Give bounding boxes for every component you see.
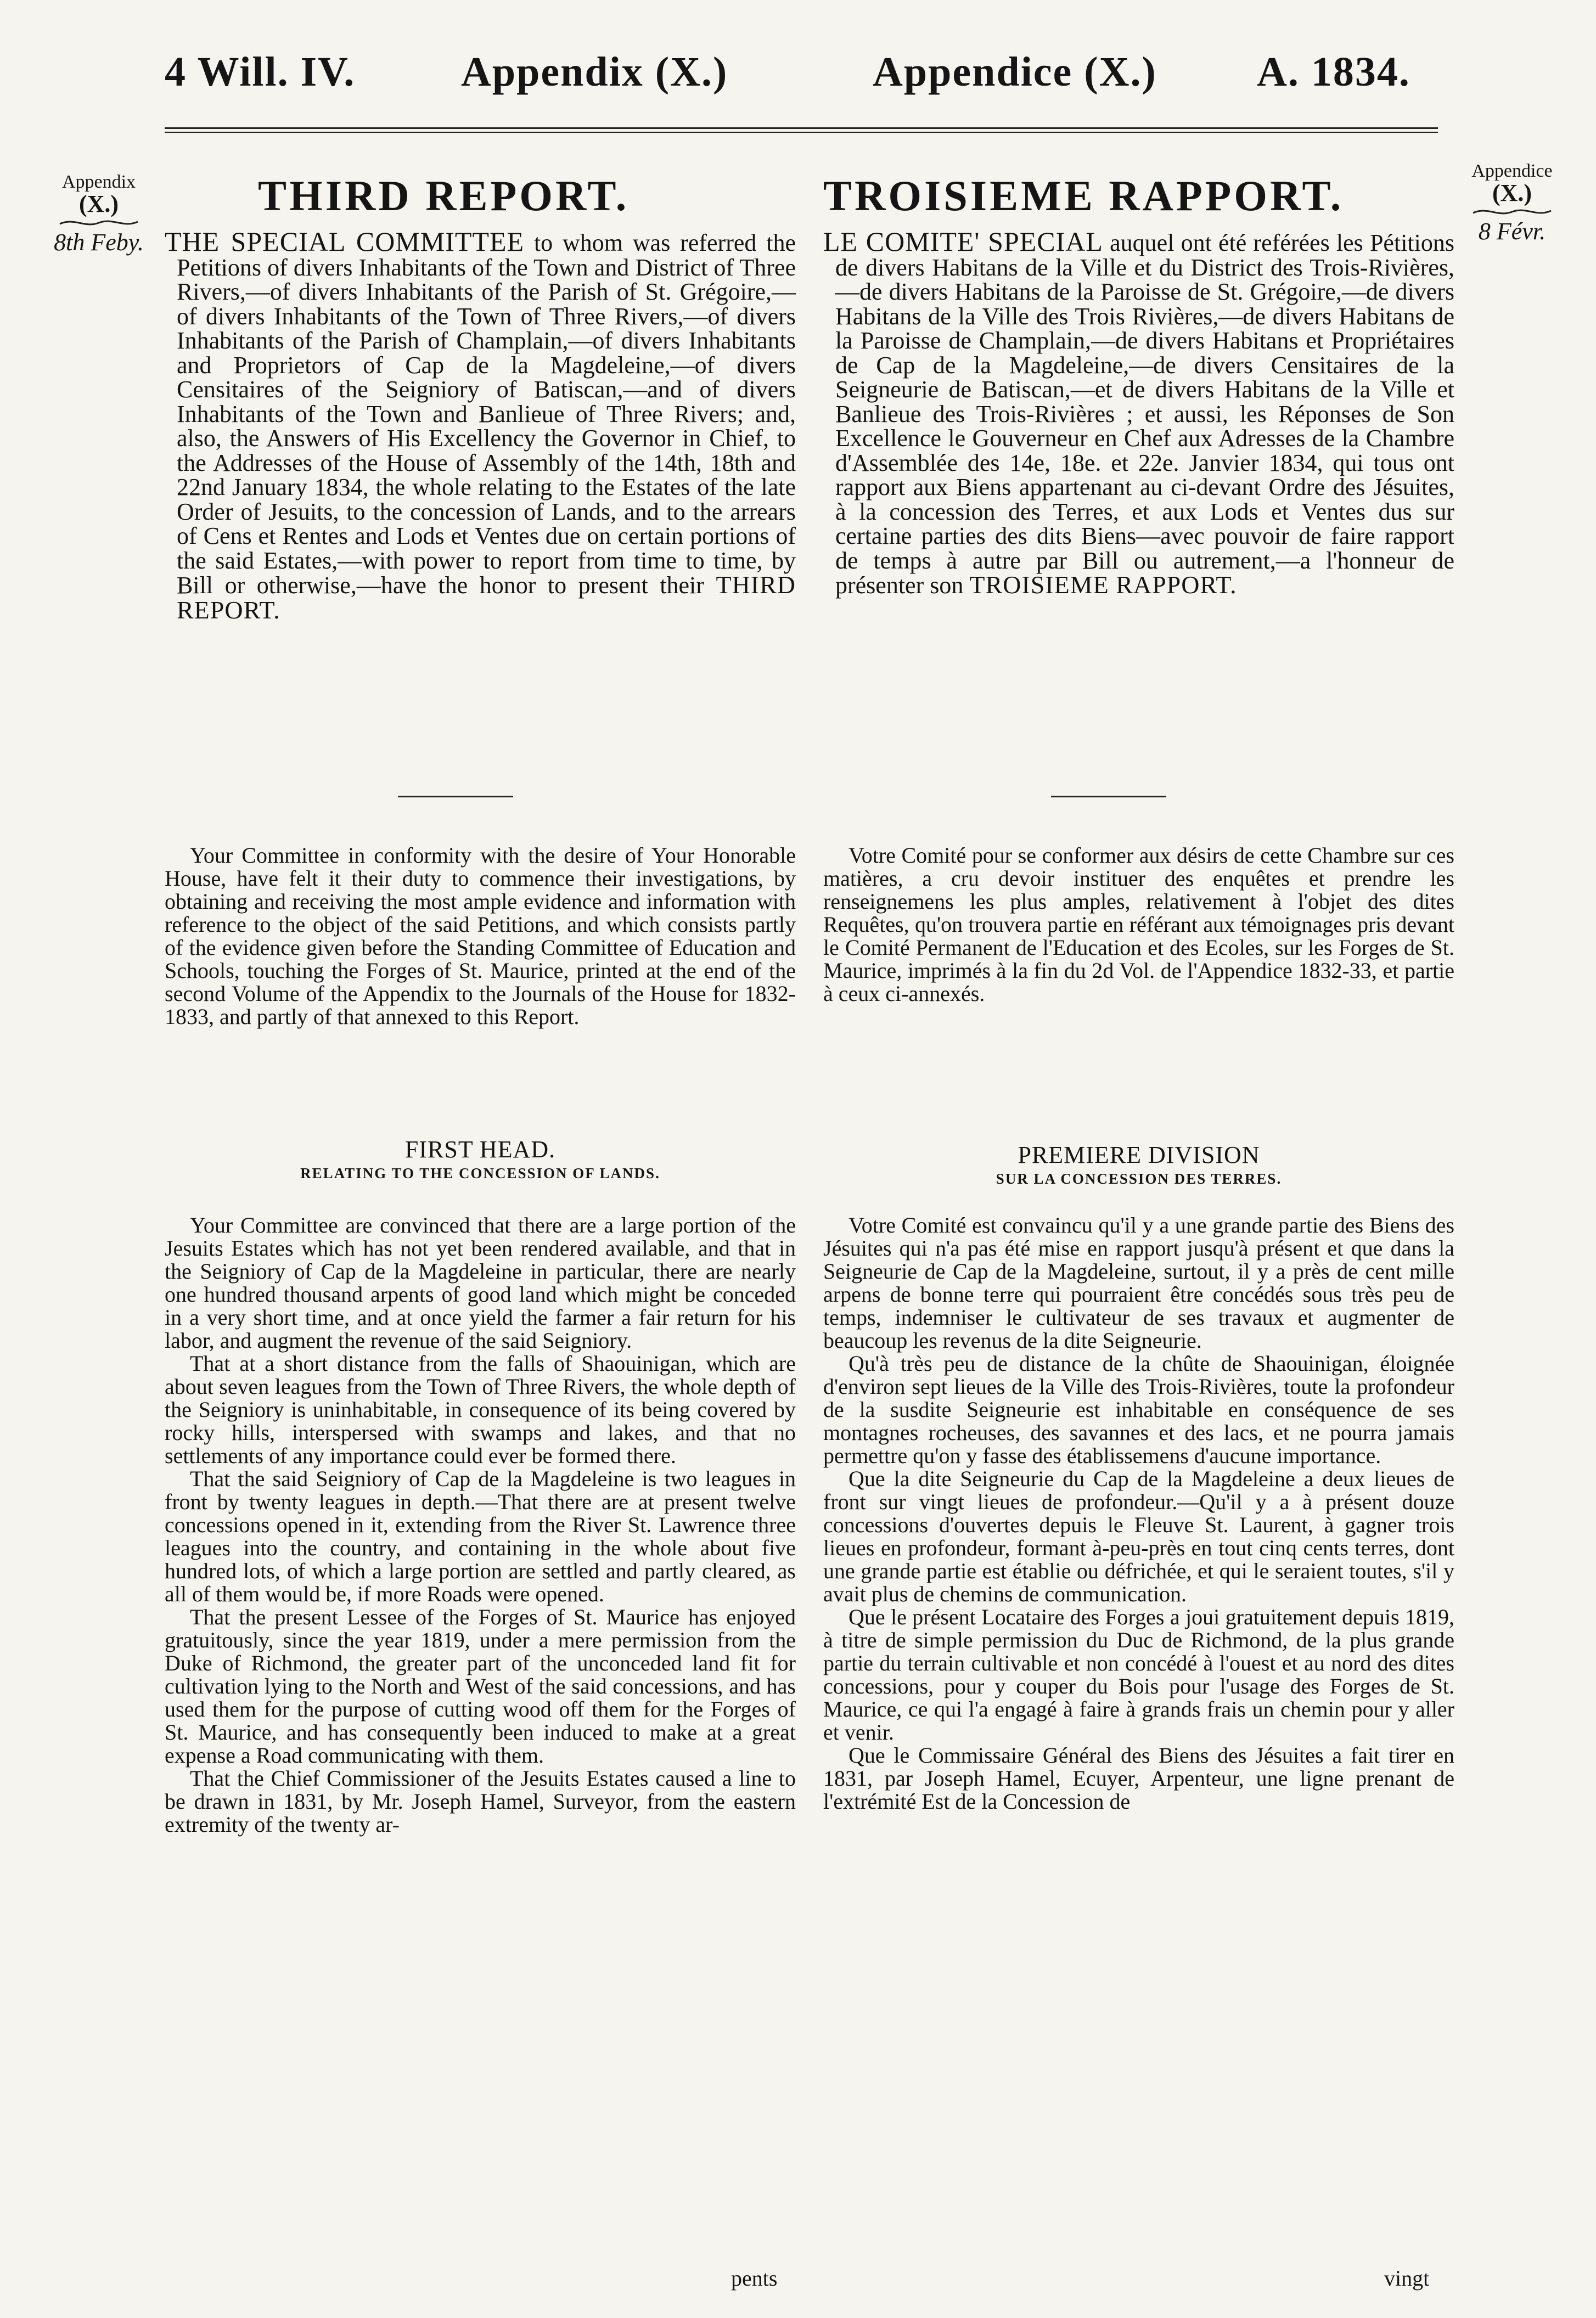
- french-section-title: PREMIERE DIVISION: [1018, 1141, 1260, 1168]
- running-head-year: A. 1834.: [1257, 49, 1410, 95]
- french-intro-lead: LE COMITE' SPECIAL: [823, 226, 1103, 257]
- margin-date-right: 8 Févr.: [1478, 218, 1546, 245]
- french-paragraph-1-text: Votre Comité pour se conformer aux désirs de cette Chambre sur ces matières, a cru devoir instituer des enquêtes et prendre les renseignemens les plus amples, relativement à l'objet des dites Requêtes, qu'on trouvera partie en référant aux témoignages pris devant le Comité Permanent de l'Education et des Ecoles, sur les Forges de St. Maurice, imprimés à la fin du 2d Vol. de l'Appendice 1832-33, et partie à ceux ci-annexés.: [823, 843, 1454, 1006]
- english-intro-lead: THE SPECIAL COMMITTEE: [165, 226, 525, 257]
- french-section-paragraph: Que le Commissaire Général des Biens des Jésuites a fait tirer en 1831, par Joseph Hamel, Ecuyer, Arpenteur, une ligne prenant de l'extrémité Est de la Concession de: [823, 1743, 1454, 1814]
- english-paragraph-1-text: Your Committee in conformity with the desire of Your Honorable House, have felt it their duty to commence their investigations, by obtaining and receiving the most ample evidence and information with reference to the object of the said Petitions, and which consists partly of the evidence given before the Standing Committee of Education and Schools, touching the Forges of St. Maurice, printed at the end of the second Volume of the Appendix to the Journals of the House for 1832-1833, and partly of that annexed to this Report.: [165, 843, 796, 1029]
- flourish-left: [58, 216, 140, 229]
- english-section-subtitle: RELATING TO THE CONCESSION OF LANDS.: [300, 1165, 660, 1181]
- french-section-body: [823, 1214, 1454, 1813]
- separator-rule-english: [398, 796, 513, 797]
- french-catchword: vingt: [1384, 2266, 1430, 2291]
- english-catchword: pents: [731, 2266, 778, 2291]
- margin-letter-left: (X.): [78, 190, 119, 217]
- english-section-paragraph: That the said Seigniory of Cap de la Magdeleine is two leagues in front by twenty leagues in depth.—That there are at present twelve concessions opened in it, extending from the River St. Lawrence three leagues into the country, and containing in the whole about five hundred lots, of which a large portion are settled and partly cleared, as all of them would be, if more Roads were opened.: [165, 1466, 796, 1606]
- french-intro: [823, 226, 1454, 599]
- margin-letter-right: (X.): [1492, 179, 1532, 206]
- margin-date-left: 8th Feby.: [54, 229, 144, 256]
- english-paragraph-1: [165, 844, 796, 1028]
- separator-rule-french: [1051, 796, 1166, 797]
- english-title: THIRD REPORT.: [258, 172, 630, 220]
- margin-note-left: [44, 171, 154, 254]
- french-paragraph-1: [823, 844, 1454, 1005]
- english-section-head: [165, 1136, 796, 1183]
- french-intro-end: TROISIEME RAPPORT.: [969, 571, 1237, 599]
- english-intro-text: to whom was referred the Petitions of divers Inhabitants of the Town and District of Three Rivers,—of divers Inhabitants of the Parish of St. Grégoire,—of divers Inhabitants of the Town of Three Rivers,—of divers Inhabitants of the Parish of Champlain,—of divers Inhabitants and Proprietors of Cap de la Magdeleine,—of divers Censitaires of the Seigniory of Batiscan,—and of divers Inhabitants of the Town and Banlieue of Three Rivers; and, also, the Answers of His Excellency the Governor in Chief, to the Addresses of the House of Assembly of the 14th, 18th and 22nd January 1834, the whole relating to the Estates of the late Order of Jesuits, to the concession of Lands, and to the arrears of Cens et Rentes and Lods et Ventes due on certain portions of the said Estates,—with power to report from time to time, by Bill or otherwise,—have the honor to present their: [177, 229, 796, 599]
- running-head-appendix-french: Appendice (X.): [873, 49, 1157, 95]
- french-section-subtitle: SUR LA CONCESSION DES TERRES.: [996, 1171, 1282, 1187]
- french-section-paragraph: Que la dite Seigneurie du Cap de la Magdeleine a deux lieues de front sur vingt lieues de profondeur.—Qu'il y a à présent douze concessions d'ouvertes depuis le Fleuve St. Laurent, à gagner trois lieues en profondeur, formant à-peu-près en tout cinq cents terres, dont une grande partie est établie ou défrichée, et qui le seraient toutes, s'il y avait plus de chemins de communication.: [823, 1466, 1454, 1606]
- english-section-title: FIRST HEAD.: [404, 1136, 556, 1163]
- french-section-paragraph: Que le présent Locataire des Forges a joui gratuitement depuis 1819, à titre de simple permission du Duc de Richmond, de la plus grande partie du terrain cultivable et non concédé à l'ouest et au nord des dites concessions, pour y couper du Bois pour l'usage des Forges de St. Maurice, ce qui l'a engagé à faire à grands frais un chemin pour y aller et venir.: [823, 1605, 1454, 1745]
- english-intro-end: THIRD REPORT.: [177, 571, 796, 624]
- french-intro-text: auquel ont été reférées les Pétitions de divers Habitans de la Ville et du District des Trois-Rivières,—de divers Habitans de la Paroisse de St. Grégoire,—de divers Habitans de la Ville des Trois Rivières,—de divers Habitans de la Paroisse de Champlain,—de divers Habitans et Propriétaires de Cap de la Magdeleine,—de divers Censitaires de la Seigneurie de Batiscan,—et de divers Habitans de la Ville et Banlieue des Trois-Rivières ; et aussi, les Réponses de Son Excellence le Gouverneur en Chef aux Adresses de la Chambre d'Assemblée des 14e, 18e. et 22e. Janvier 1834, qui tous ont rapport aux Biens appartenant au ci-devant Ordre des Jésuites, à la concession des Terres, et aux Lods et Ventes dus sur certaine parties des dits Biens—avec pouvoir de faire rapport de temps à autre par Bill ou autrement,—a l'honneur de présenter son: [835, 229, 1454, 599]
- english-intro: [165, 226, 796, 624]
- french-section-paragraph: Votre Comité est convaincu qu'il y a une grande partie des Biens des Jésuites qui n'a pas été mise en rapport jusqu'à présent et que dans la Seigneurie de Cap de la Magdeleine, surtout, il y a près de cent mille arpens de bonne terre qui pourraient être concédés sous très peu de temps, indemniser le cultivateur de ses travaux et augmenter de beaucoup les revenus de la dite Seigneurie.: [823, 1213, 1454, 1353]
- flourish-right: [1471, 205, 1553, 218]
- header-double-rule: [165, 127, 1438, 133]
- margin-label-left: Appendix: [61, 172, 136, 192]
- margin-note-right: [1454, 160, 1570, 243]
- english-section-paragraph: That at a short distance from the falls of Shaouinigan, which are about seven leagues from the Town of Three Rivers, the whole depth of the Seigniory is uninhabitable, in consequence of its being covered by rocky hills, interspersed with swamps and lakes, and that no settlements of any importance could ever be formed there.: [165, 1351, 796, 1468]
- english-section-paragraph: That the Chief Commissioner of the Jesuits Estates caused a line to be drawn in 1831, by Mr. Joseph Hamel, Surveyor, from the eastern extremity of the twenty ar-: [165, 1766, 796, 1837]
- running-head-volume: 4 Will. IV.: [165, 49, 356, 95]
- english-section-paragraph: That the present Lessee of the Forges of St. Maurice has enjoyed gratuitously, since the year 1819, under a mere permission from the Duke of Richmond, the greater part of the unconceded land fit for cultivation lying to the North and West of the said concessions, and has used them for the purpose of cutting wood off them for the Forges of St. Maurice, and has consequently been induced to make at a great expense a Road communicating with them.: [165, 1605, 796, 1768]
- french-section-head: [823, 1141, 1454, 1189]
- running-head-appendix-english: Appendix (X.): [461, 49, 728, 95]
- french-section-paragraph: Qu'à très peu de distance de la chûte de Shaouinigan, éloignée d'environ sept lieues de la Ville des Trois-Rivières, toute la profondeur de la susdite Seigneurie est inhabitable en conséquence de ses montagnes rocheuses, des savannes et des lacs, et ne pourra jamais permettre qu'on y fasse des établissemens d'aucune importance.: [823, 1351, 1454, 1468]
- english-section-paragraph: Your Committee are convinced that there are a large portion of the Jesuits Estates which has not yet been rendered available, and that in the Seigniory of Cap de la Magdeleine in particular, there are nearly one hundred thousand arpents of good land which might be conceded in a very short time, and at once yield the farmer a fair return for his labor, and augment the revenue of the said Seigniory.: [165, 1213, 796, 1353]
- margin-label-right: Appendice: [1471, 161, 1553, 181]
- french-title: TROISIEME RAPPORT.: [823, 172, 1344, 220]
- english-section-body: [165, 1214, 796, 1836]
